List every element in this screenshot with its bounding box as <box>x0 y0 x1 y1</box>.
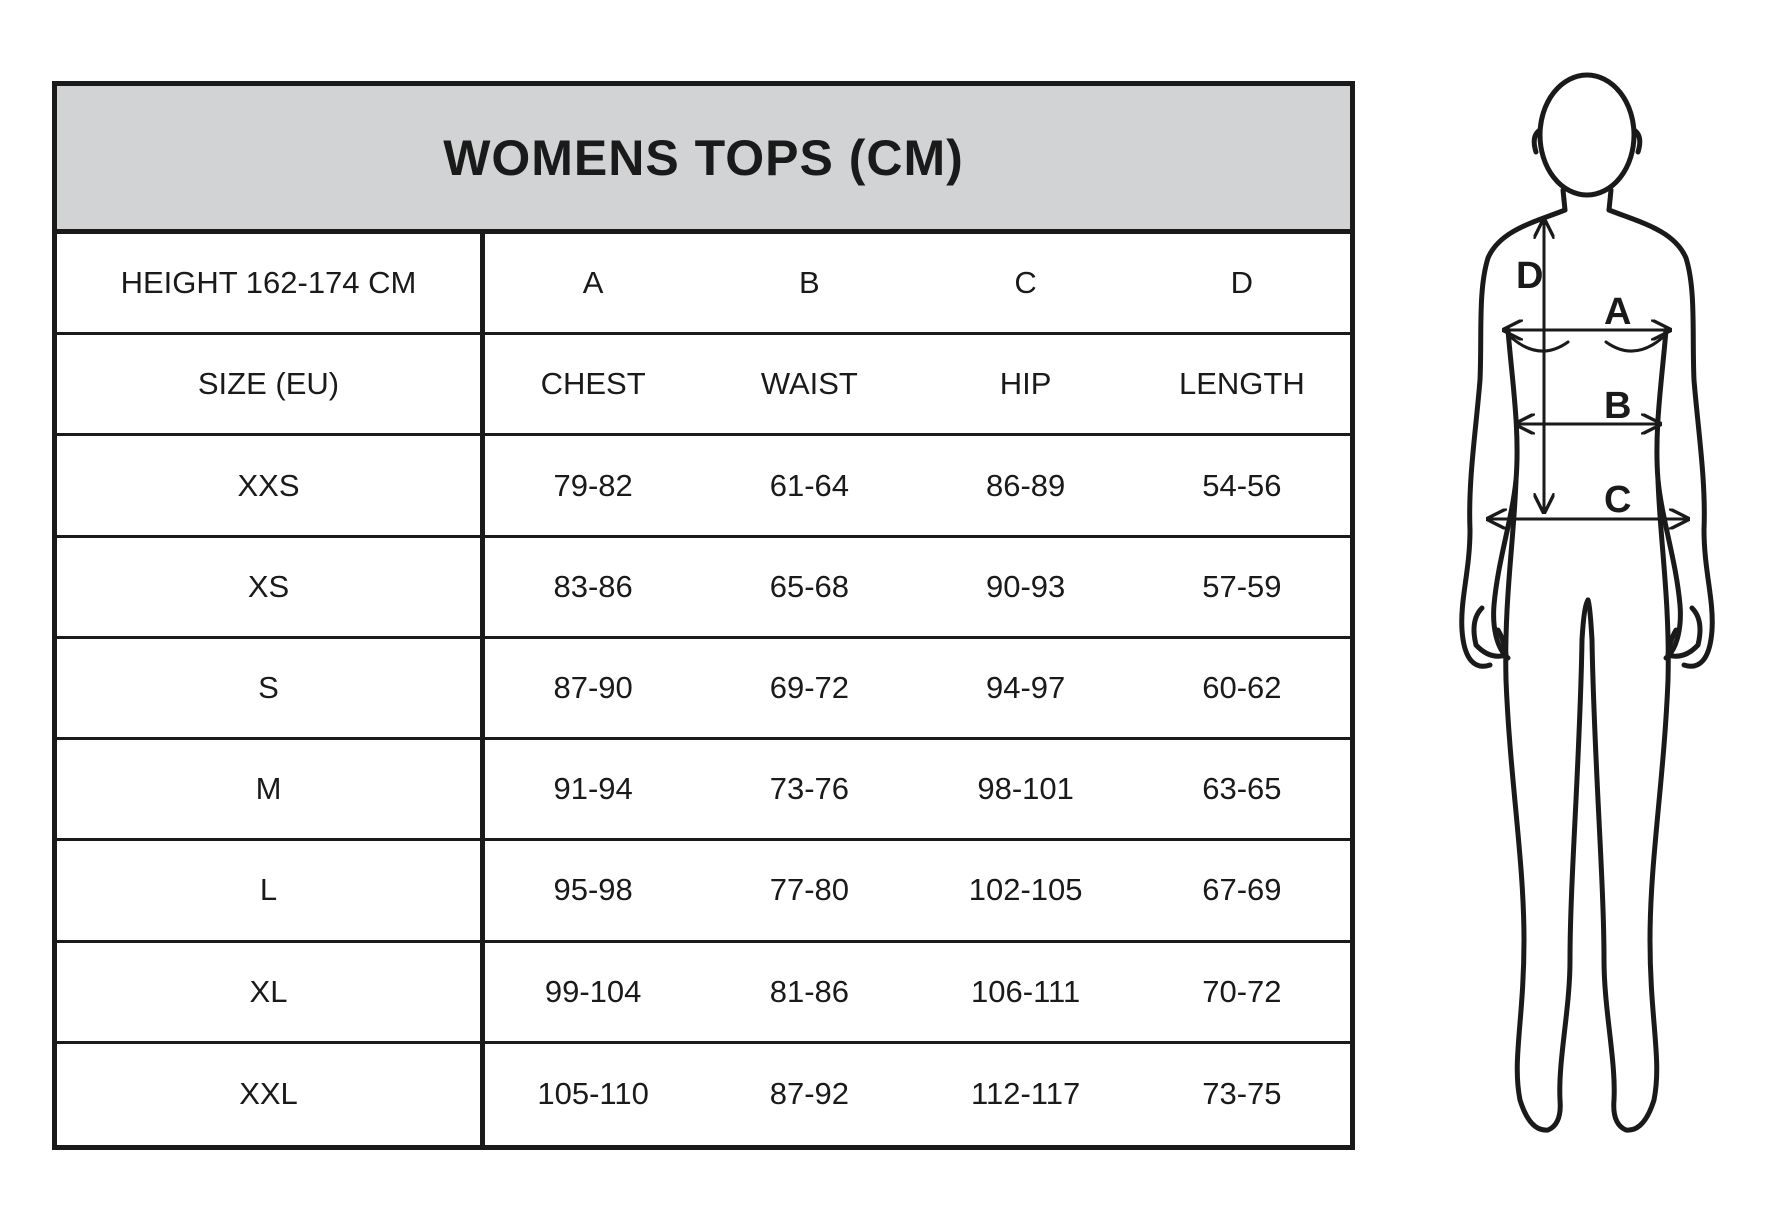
table-row <box>57 740 1350 841</box>
label-a: A <box>1604 291 1632 333</box>
col-name-chest: CHEST <box>540 366 646 402</box>
col-letter-c: C <box>1014 265 1037 301</box>
table-row <box>57 639 1350 740</box>
chest-cell: 95-98 <box>553 872 633 908</box>
waist-cell: 77-80 <box>769 872 850 908</box>
length-cell: 54-56 <box>1202 467 1282 503</box>
hip-cell: 90-93 <box>985 568 1066 604</box>
table-row <box>57 1044 1350 1145</box>
col-letter-a: A <box>582 265 604 301</box>
label-b: B <box>1604 385 1632 427</box>
chest-cell: 83-86 <box>553 568 633 604</box>
size-cell: L <box>57 841 485 939</box>
chest-cell: 91-94 <box>553 771 633 807</box>
col-name-length: LENGTH <box>1179 366 1305 402</box>
table-title: WOMENS TOPS (CM) <box>57 86 1350 234</box>
height-label: HEIGHT 162-174 CM <box>57 234 485 332</box>
table-row <box>57 436 1350 537</box>
hip-cell: 102-105 <box>968 872 1083 908</box>
hip-cell: 112-117 <box>971 1076 1081 1112</box>
body-measurement-figure <box>1420 60 1750 1170</box>
table-row <box>57 841 1350 942</box>
waist-cell: 87-92 <box>769 1076 850 1112</box>
length-cell: 67-69 <box>1202 872 1282 908</box>
length-cell: 57-59 <box>1202 568 1282 604</box>
size-cell: S <box>57 639 485 737</box>
length-cell: 70-72 <box>1202 973 1282 1009</box>
hip-cell: 86-89 <box>985 467 1066 503</box>
waist-cell: 73-76 <box>769 771 850 807</box>
size-cell: XXS <box>57 436 485 534</box>
header-row-letters <box>57 234 1350 335</box>
label-c: C <box>1604 479 1632 521</box>
hip-cell: 98-101 <box>977 771 1074 807</box>
length-cell: 60-62 <box>1202 669 1282 705</box>
length-cell: 73-75 <box>1202 1076 1282 1112</box>
col-letter-b: B <box>799 265 820 301</box>
waist-cell: 69-72 <box>769 669 850 705</box>
size-chart-table <box>52 81 1355 1150</box>
size-eu-label: SIZE (EU) <box>57 335 485 433</box>
head-outline <box>1540 75 1634 195</box>
size-cell: M <box>57 740 485 838</box>
label-d: D <box>1516 255 1544 297</box>
size-cell: XS <box>57 538 485 636</box>
chest-cell: 99-104 <box>544 973 642 1009</box>
header-row-names <box>57 335 1350 436</box>
length-cell: 63-65 <box>1202 771 1282 807</box>
col-name-waist: WAIST <box>760 366 858 402</box>
col-name-hip: HIP <box>999 366 1052 402</box>
size-cell: XL <box>57 943 485 1041</box>
hip-cell: 106-111 <box>971 973 1081 1009</box>
waist-cell: 61-64 <box>769 467 850 503</box>
female-body-outline-icon <box>1420 60 1750 1170</box>
chest-cell: 87-90 <box>553 669 633 705</box>
size-cell: XXL <box>57 1044 485 1145</box>
table-row <box>57 538 1350 639</box>
chest-cell: 105-110 <box>537 1076 649 1112</box>
table-row <box>57 943 1350 1044</box>
hip-cell: 94-97 <box>985 669 1066 705</box>
chest-cell: 79-82 <box>553 467 633 503</box>
waist-cell: 65-68 <box>769 568 850 604</box>
col-letter-d: D <box>1230 265 1254 301</box>
waist-cell: 81-86 <box>769 973 850 1009</box>
